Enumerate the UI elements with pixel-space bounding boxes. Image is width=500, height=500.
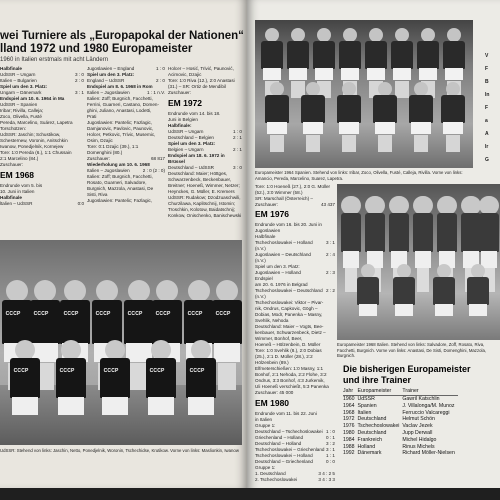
- result-score: 1 : 0: [326, 429, 335, 434]
- result-line: [0, 201, 84, 207]
- results-1976: [255, 222, 335, 396]
- result-line: [87, 198, 165, 204]
- result-text: Damjanovic, Pavlovic, Paunovic,: [87, 126, 154, 131]
- result-text: 1. Deutschland: [255, 471, 286, 476]
- result-text: nik, Ondrus, Capkovic, Gögh –: [255, 306, 318, 311]
- margin-fragment: A: [485, 131, 489, 137]
- jersey-label: CCCP: [215, 310, 231, 317]
- table-cell: Holland: [357, 443, 376, 450]
- headline: [0, 30, 244, 56]
- result-text: Osim, Dzajic: [87, 138, 113, 143]
- table-row: [343, 403, 458, 410]
- result-score: 1 : 1: [326, 453, 335, 458]
- result-text: Zuschauer:: [255, 202, 278, 207]
- result-text: Tore: 0:1 Dzajic (39.), 1:1: [87, 144, 139, 149]
- result-text: UdSSR – Ungarn: [0, 72, 36, 77]
- result-line: [168, 90, 242, 96]
- results-column-2: [87, 66, 165, 204]
- result-text: Tschechoslowakei – Griechenland: [255, 447, 325, 452]
- result-score: 2 : 0: [75, 78, 84, 83]
- margin-fragment: F: [485, 105, 489, 111]
- jersey-label: CCCP: [95, 310, 111, 317]
- result-text: (n.V.): [255, 294, 266, 299]
- table-row: [343, 444, 458, 451]
- result-text: (31.) – SR: Ortiz de Mendibil: [168, 84, 226, 89]
- result-text: Burgnich, Mazzola, Anastasi, De: [87, 186, 154, 191]
- headline-line-1: wei Turniere als „Europapokal der Nationen“: [0, 30, 244, 42]
- result-text: Griechenland – Holland: [255, 435, 304, 440]
- result-text: Holcer, Petkovic, Trivic, Musemic,: [87, 132, 156, 137]
- result-text: Heynckes, G. Müller, E. Kremers: [168, 189, 235, 194]
- table-cell: 1968: [343, 409, 355, 416]
- table-cell: UdSSR: [357, 396, 375, 402]
- result-text: Zuschauer:: [0, 162, 23, 167]
- table-row: [343, 423, 458, 430]
- result-text: 2:1 Marcelino (84.): [0, 156, 39, 161]
- table-cell: Italien: [357, 409, 372, 416]
- jersey-label: CCCP: [103, 368, 119, 374]
- result-text: (25.), 2:1 D. Müller (28.), 2:2: [255, 354, 313, 359]
- result-text: Belgien – Ungarn: [168, 147, 204, 152]
- margin-fragment: G: [485, 157, 489, 163]
- right-margin-text: [485, 50, 500, 167]
- table-cell: 1992: [343, 450, 355, 457]
- left-page: [0, 0, 247, 488]
- result-text: Jugoslawien: [255, 228, 281, 233]
- table-cell: Rinus Michels: [402, 443, 435, 450]
- result-score: 2 : 1: [233, 135, 242, 140]
- result-text: 10. Juni in Italien: [0, 189, 35, 194]
- margin-fragment: F: [485, 66, 489, 72]
- result-score: 2 : 1: [233, 147, 242, 152]
- result-text: Jugoslawien – Deutschland: [255, 252, 311, 257]
- result-text: Domenghini (80.): [87, 150, 123, 155]
- result-text: Iribar; Rivilla, Calleja;: [0, 108, 44, 113]
- subline: 1960 in Italien erstmals mit acht Ländern: [0, 57, 109, 63]
- jersey-label: CCCP: [63, 310, 79, 317]
- table-cell: Dänemark: [357, 450, 382, 457]
- result-text: Hoeneß – Hölzenbein, D. Müller: [255, 342, 321, 347]
- result-text: Konkow, Onischenko, Banischewski: [168, 213, 242, 218]
- result-text: UdSSR – Spanien: [0, 102, 38, 107]
- result-text: Ferrini, Guarneri, Castano, Domen-: [87, 102, 159, 107]
- result-text: Zuschauer:: [168, 90, 191, 95]
- result-text: Churzilawa, Kaplitschnij, Istomin;: [168, 201, 236, 206]
- result-text: Italien – Jugoslawien: [87, 168, 130, 173]
- margin-fragment: In: [485, 92, 490, 98]
- jersey-label: CCCP: [13, 368, 29, 374]
- result-text: Deutschland – Griechenland: [255, 459, 313, 464]
- result-text: Deutschland – Tschechoslowakei: [255, 429, 323, 434]
- result-text: SR: Marschall (Österreich) –: [255, 196, 313, 201]
- result-text: Bonhof, 2:1 Nehoda, 2:2 Flohe, 3:2: [255, 372, 327, 377]
- result-text: Jugoslawien: Pantelic; Fazlagic,: [87, 198, 153, 203]
- result-score: 2 : 0: [156, 78, 165, 83]
- result-text: UdSSR – Ungarn: [168, 129, 204, 134]
- photo-caption-ussr: UdSSR: Stehend von links: Jaschin, Netto, Ponedjelnik, Woronin, Tschechidse, Krutikow. Vorne von links: Maslionkin, Iwanow: [0, 448, 239, 453]
- result-text: Spiel um den 3. Platz:: [255, 264, 300, 269]
- result-text: Italien: Zoff; Burgnich, Facchetti,: [87, 96, 153, 101]
- result-text: Deutschland: Maier; Höttges,: [168, 171, 228, 176]
- result-text: Endrunde vom 5. bis: [0, 183, 43, 188]
- team-photo-italy: [337, 184, 500, 340]
- result-text: Sisti, Riva: [87, 192, 108, 197]
- table-cell: Michel Hidalgo: [402, 436, 437, 443]
- result-line: [255, 477, 335, 483]
- result-text: Ondrus, 3:3 Bonhof, 4:3 Jurkemik,: [255, 378, 325, 383]
- result-text: Schesternew, Voronin, Anitschkin: [0, 138, 68, 143]
- right-page: [247, 0, 500, 492]
- result-score: 1 : 0: [156, 66, 165, 71]
- jersey-label: CCCP: [33, 310, 49, 317]
- result-text: Svehlik, Nehoda: [255, 318, 289, 323]
- winners-box-title-line-2: und ihre Trainer: [343, 374, 412, 385]
- table-cell: 1980: [343, 429, 355, 436]
- result-text: Holcer – Hosić, Trivić, Paunović,: [168, 66, 234, 71]
- result-text: Deutschland: Maier – Vogts, Bee-: [255, 324, 324, 329]
- result-score: 0 : 1: [326, 435, 335, 440]
- result-text: Spiel um den 3. Platz:: [87, 72, 135, 77]
- result-score: 2 : 0 (2 : 0): [142, 168, 165, 173]
- table-row: [343, 410, 458, 417]
- table-cell: Gawril Katschlin: [402, 396, 440, 402]
- winners-box-title: [343, 364, 471, 385]
- table-cell: 1976: [343, 423, 355, 430]
- result-text: Jugoslawien – England: [87, 66, 135, 71]
- result-text: Endrunde vom 14. bis 18.: [168, 111, 221, 116]
- table-cell: 1984: [343, 436, 355, 443]
- result-line: [168, 213, 242, 219]
- result-text: Halbfinale: [0, 66, 22, 71]
- result-text: (n.V.): [255, 246, 266, 251]
- result-text: Halbfinale:: [168, 123, 192, 128]
- result-score: 3 : 1: [75, 90, 84, 95]
- table-cell: Spanien: [357, 402, 377, 409]
- result-text: 2. Tschechoslowakei: [255, 477, 298, 482]
- heading-em-1980: EM 1980: [255, 398, 290, 408]
- result-score: 1 : 1 n.V.: [147, 90, 165, 95]
- result-text: ghini, Juliano, Anastasi, Lodetti,: [87, 108, 152, 113]
- result-text: Tschechoslowakei – Holland: [255, 240, 313, 245]
- result-text: Tore: 1:0 Riva (12.), 2:0 Anastasi: [168, 78, 235, 83]
- result-text: Italien – Bulgarien: [0, 78, 37, 83]
- margin-fragment: V: [485, 53, 489, 59]
- table-row: [343, 416, 458, 423]
- result-line: [255, 390, 335, 396]
- result-text: England – UdSSR: [87, 78, 125, 83]
- heading-em-1976: EM 1976: [255, 209, 290, 219]
- jersey-label: CCCP: [189, 368, 205, 374]
- result-text: am 20. 6. 1976 in Belgrad: [255, 282, 308, 287]
- result-text: Pereda, Marcelino, Suárez, Lapetra: [0, 120, 73, 125]
- table-cell: Deutschland: [357, 416, 387, 423]
- team-photo-ussr: [0, 240, 242, 445]
- result-score: 3 : 1: [326, 447, 335, 452]
- table-cell: 1972: [343, 416, 355, 423]
- table-cell: Richard Möller-Nielsen: [402, 450, 455, 457]
- result-line: [255, 202, 335, 208]
- result-text: Jugoslawien: Pantelic; Fazlagic,: [87, 120, 153, 125]
- result-text: Wimmer, Bonhof, Beer,: [255, 336, 303, 341]
- table-row: [343, 430, 458, 437]
- jersey-label: CCCP: [155, 310, 171, 317]
- result-text: Wiederholung am 10. 6. 1968: [87, 162, 150, 167]
- result-score: 2 : 3: [326, 270, 335, 275]
- results-column-1: [0, 66, 84, 207]
- result-text: (n.V.): [255, 258, 266, 263]
- result-text: Gruppe 1:: [255, 423, 276, 428]
- table-cell: Frankreich: [357, 436, 383, 443]
- result-text: Tschechoslowakei – Holland: [255, 453, 313, 458]
- winners-box-title-line-1: Die bisherigen Europameister: [343, 364, 471, 374]
- result-text: UdSSR: Jaschin; Schustikow,: [0, 132, 61, 137]
- table-cell: Deutschland: [357, 429, 387, 436]
- table-row: [343, 437, 458, 444]
- results-1980: [255, 411, 335, 483]
- jersey-label: CCCP: [187, 310, 203, 317]
- table-cell: J. Villalonga/M. Munoz: [402, 402, 455, 409]
- result-text: Gruppe 1:: [255, 465, 276, 470]
- result-text: Ungarn – Dänemark: [0, 90, 42, 95]
- table-surface: [0, 488, 500, 500]
- result-score: 3 : 1: [326, 240, 335, 245]
- result-text: Tore: 1:0 Svehlik (8.), 2:0 Dobias: [255, 348, 322, 353]
- result-text: Halbfinale: [255, 234, 276, 239]
- margin-fragment: Ir: [485, 144, 489, 150]
- heading-em-1968: EM 1968: [0, 170, 35, 180]
- jersey-label: CCCP: [149, 368, 165, 374]
- result-text: Hölzenbein (89.): [255, 360, 289, 365]
- table-row: [343, 450, 458, 457]
- table-cell: 1964: [343, 402, 355, 409]
- margin-fragment: a: [485, 118, 488, 124]
- jersey-label: CCCP: [59, 368, 75, 374]
- result-score: 2 : 2: [326, 288, 335, 293]
- jersey-label: CCCP: [5, 310, 21, 317]
- result-text: Acimovic, Dzajic: [168, 72, 202, 77]
- result-text: UdSSR: Rudakow; Dzodzuaschwili,: [168, 195, 241, 200]
- result-text: Deutschland – Belgien: [168, 135, 214, 140]
- result-text: Endspiel am 8. 6. 1968 in Rom: [87, 84, 153, 89]
- table-cell: Tschechoslowakei: [357, 423, 400, 430]
- result-score: 3 4 : 2 5: [318, 471, 335, 476]
- result-text: Tschechoslowakei: Viktor – Pivar-: [255, 300, 324, 305]
- table-cell: Vaclav Jezek: [402, 423, 433, 430]
- table-cell: 1960: [343, 396, 355, 402]
- result-score: 0:0: [77, 201, 84, 206]
- jersey-label: CCCP: [127, 310, 143, 317]
- result-text: Tore: 1:0 Pereda (6.), 1:1 Chussain: [0, 150, 72, 155]
- section-heading: EM 1972: [168, 98, 203, 108]
- result-score: 3 : 0: [75, 72, 84, 77]
- result-score: 3 4 : 3 3: [318, 477, 335, 482]
- result-score: 3 : 2: [326, 441, 335, 446]
- table-cell: 1988: [343, 443, 355, 450]
- result-score: 2 : 4: [326, 252, 335, 257]
- result-text: Endspiel: [255, 276, 273, 281]
- result-text: Rosato, Guarneri, Salvadore,: [87, 180, 147, 185]
- result-text: Prati: [87, 114, 97, 119]
- result-text: Dobias, Modr, Panenka – Masny,: [255, 312, 323, 317]
- result-score: 1 : 0: [233, 129, 242, 134]
- result-text: Endspiel am 18. 6. 1972 in: [168, 153, 225, 158]
- result-text: Zuschauer: 45 000: [255, 390, 294, 395]
- result-text: Endspiel am 10. 6. 1964 in Ma: [0, 96, 65, 101]
- result-text: Elfmeterschießen: 1:0 Masny, 1:1: [255, 366, 324, 371]
- result-text: ltalien – UdSSR: [0, 201, 33, 206]
- result-text: Spiel um den 3. Platz:: [168, 141, 216, 146]
- result-text: Jugoslawien – Holland: [255, 270, 301, 275]
- result-text: Tschechoslowakei – Deutschland: [255, 288, 323, 293]
- result-text: Juni in Belgien: [168, 117, 198, 122]
- results-column-3: [168, 66, 242, 219]
- table-cell: Ferruccio Valcareggi: [402, 409, 450, 416]
- result-text: Troschkin, Kolotow, Baidatschnij;: [168, 207, 235, 212]
- result-text: Brüssel: [168, 159, 185, 164]
- result-score: 3 : 0: [233, 165, 242, 170]
- results-1972-goals: [255, 184, 335, 208]
- result-text: Zoco, Olivella, Fusté: [0, 114, 42, 119]
- table-cell: Helmut Schön: [402, 416, 435, 423]
- result-text: Spiel um den 3. Platz:: [0, 84, 48, 89]
- margin-fragment: B: [485, 79, 489, 85]
- headline-line-2: lland 1972 und 1980 Europameister: [0, 43, 193, 55]
- result-score: 0 : 0: [326, 459, 335, 464]
- table-cell: Jupp Derwall: [402, 429, 433, 436]
- result-text: Endrunde vom 11. bis 22. Juni: [255, 411, 317, 416]
- result-text: Italien: Zoff; Burgnich, Facchetti,: [87, 174, 153, 179]
- team-photo-spain: [255, 20, 473, 168]
- result-score: 43 437: [320, 202, 335, 207]
- result-text: Zuschauer:: [87, 156, 110, 161]
- result-text: Breitner; Hoeneß, Wimmer, Netzer;: [168, 183, 240, 188]
- result-line: [0, 162, 84, 168]
- result-text: (52.), 3:0 Wimmer (58.): [255, 190, 303, 195]
- results-columns: [0, 66, 245, 238]
- result-text: kenbauer, Schwarzenbeck, Dietz –: [255, 330, 326, 335]
- result-text: Schwarzenbeck, Beckenbauer,: [168, 177, 232, 182]
- result-text: Tore: 1:0 Hoeneß (27.), 2:0 G. Müller: [255, 184, 331, 189]
- table-row: [343, 396, 458, 403]
- winners-header: Europameister: [358, 388, 403, 396]
- result-score: 68 817: [150, 156, 165, 161]
- result-text: Iwanow, Ponedjelnik, Kornejew: [0, 144, 64, 149]
- photo-caption-spain: Europameister 1964 Spanien. Stehend von links: Iribar, Zoco, Olivella, Fusté, Calleja, Rivilla. Vorne von links: Amancio, Pereda, Marcelino, Suarez, Lapetra.: [255, 170, 463, 181]
- photo-caption-italy: Europameister 1968 Italien. Stehend von links: Salvadore, Zoff, Rosato, Riva, Facchetti, Burgnich. Vorne von links: Anastasi, De Sisti, Domenghini, Mazzola, Burgnich.: [337, 342, 487, 358]
- result-text: Endrunde vom 16. bis 20. Juni in: [255, 222, 322, 227]
- result-text: Italien – Jugoslawien: [87, 90, 130, 95]
- winners-header: Jahr: [343, 388, 358, 396]
- result-text: Torschützen:: [0, 126, 27, 131]
- result-text: Uli Hoeneß verschießt, 5:3 Panenka: [255, 384, 329, 389]
- winners-header: Trainer: [402, 388, 457, 396]
- result-text: Deutschland – UdSSR: [168, 165, 214, 170]
- winners-table: [343, 388, 458, 457]
- result-text: Halbfinale: [0, 195, 22, 200]
- result-text: Deutschland – Holland: [255, 441, 302, 446]
- result-text: in Italien: [255, 417, 273, 422]
